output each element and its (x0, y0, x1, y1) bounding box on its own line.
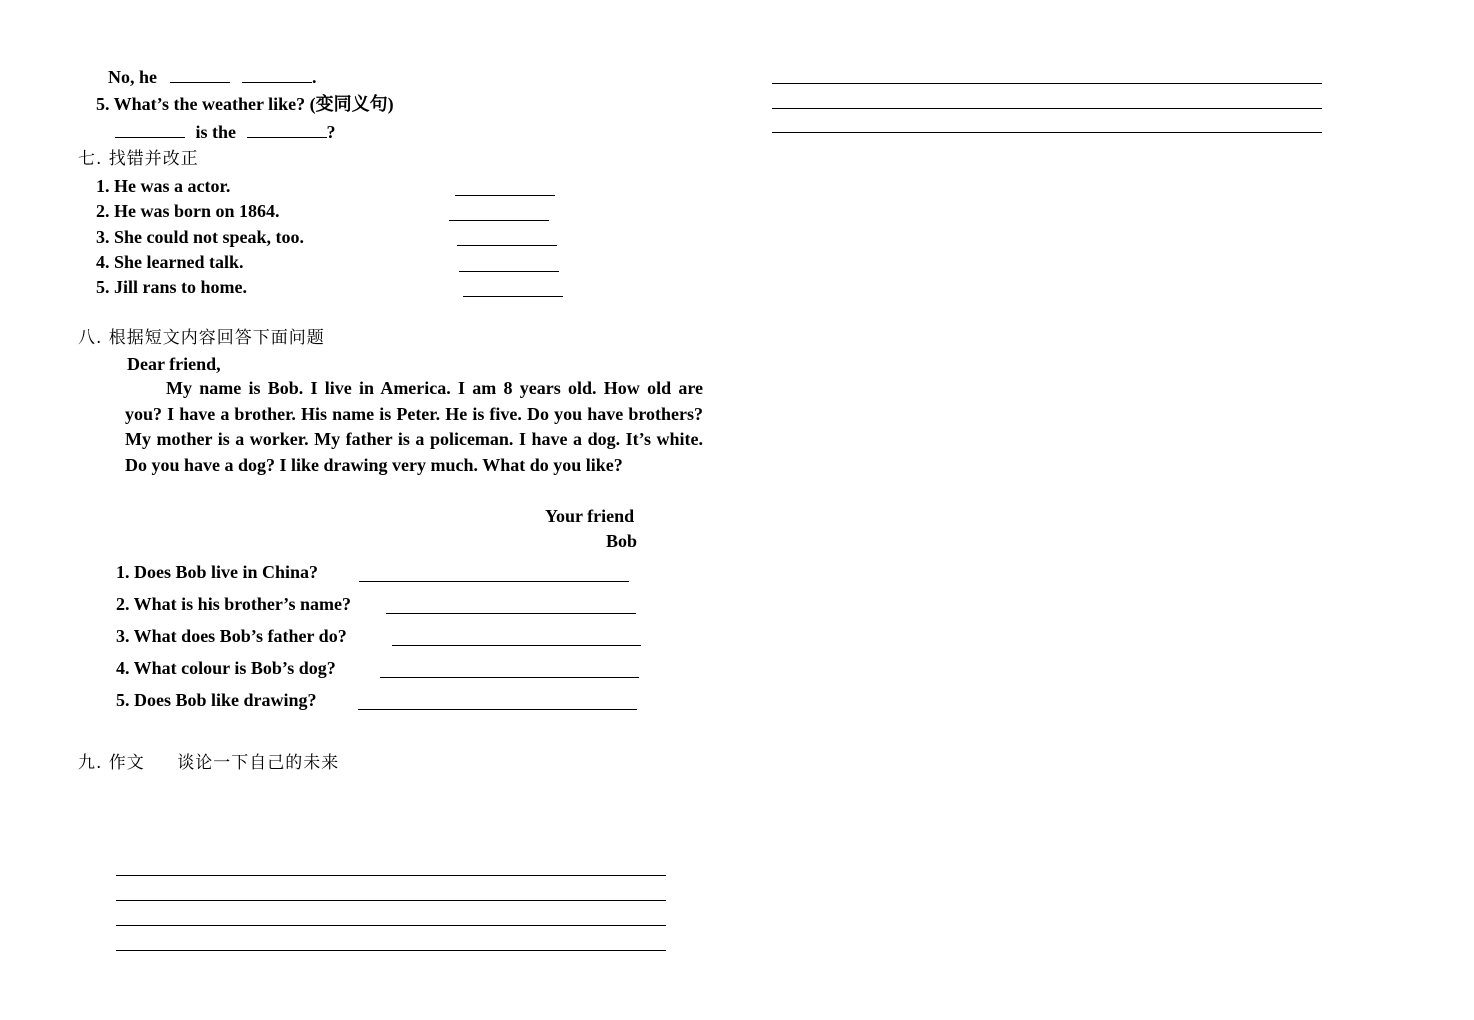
error-item-1: 1. He was a actor. (96, 176, 231, 196)
letter-signature: Bob (606, 531, 638, 551)
reading-question-5: 5. Does Bob like drawing? (116, 690, 317, 710)
composition-line-6[interactable] (772, 108, 1322, 109)
reading-question-1: 1. Does Bob live in China? (116, 562, 319, 582)
blank-4[interactable] (247, 121, 327, 138)
correction-line-2[interactable] (449, 220, 549, 221)
letter-greeting: Dear friend, (127, 354, 221, 374)
composition-line-7[interactable] (772, 132, 1322, 133)
correction-line-5[interactable] (463, 296, 563, 297)
answer-line-q5 (115, 121, 336, 143)
no-he-text: No, he (108, 67, 157, 87)
answer-line-1[interactable] (359, 581, 629, 582)
error-item-3: 3. She could not speak, too. (96, 227, 305, 247)
composition-line-5[interactable] (772, 83, 1322, 84)
section-7-title: 七. 找错并改正 (78, 149, 199, 169)
composition-line-3[interactable] (116, 925, 666, 926)
section-9-title (78, 752, 339, 774)
error-item-5: 5. Jill rans to home. (96, 277, 247, 297)
composition-line-1[interactable] (116, 875, 666, 876)
section-9-prompt: 谈论一下自己的未来 (177, 753, 340, 773)
reading-question-3: 3. What does Bob’s father do? (116, 626, 347, 646)
blank-3[interactable] (115, 121, 185, 138)
question-5: 5. What’s the weather like? (变同义句) (96, 94, 394, 114)
composition-line-2[interactable] (116, 900, 666, 901)
section-9-label: 九. 作文 (78, 753, 145, 773)
section-8-title: 八. 根据短文内容回答下面问题 (78, 328, 325, 348)
blank-2[interactable] (242, 66, 312, 83)
correction-line-3[interactable] (457, 245, 557, 246)
answer-line-3[interactable] (392, 645, 641, 646)
answer-line-no-he (108, 66, 317, 88)
period-text: . (312, 67, 317, 87)
composition-line-4[interactable] (116, 950, 666, 951)
answer-line-2[interactable] (386, 613, 636, 614)
letter-closing: Your friend (545, 506, 635, 526)
answer-line-4[interactable] (380, 677, 639, 678)
reading-question-4: 4. What colour is Bob’s dog? (116, 658, 336, 678)
blank-1[interactable] (170, 66, 230, 83)
qmark-text: ? (326, 122, 336, 142)
error-item-4: 4. She learned talk. (96, 252, 244, 272)
error-item-2: 2. He was born on 1864. (96, 201, 280, 221)
is-the-text: is the (195, 122, 236, 142)
correction-line-4[interactable] (459, 271, 559, 272)
letter-body-text: My name is Bob. I live in America. I am 8 years old. How old are you? I have a brother. His name is Peter. He is five. Do you have brothers? My mother is a worker. My father is a policeman. I have a dog. It’s white. Do you have a dog? I like drawing very much. What do you like? (125, 378, 703, 475)
correction-line-1[interactable] (455, 195, 555, 196)
answer-line-5[interactable] (358, 709, 637, 710)
letter-body (125, 376, 703, 478)
reading-question-2: 2. What is his brother’s name? (116, 594, 352, 614)
